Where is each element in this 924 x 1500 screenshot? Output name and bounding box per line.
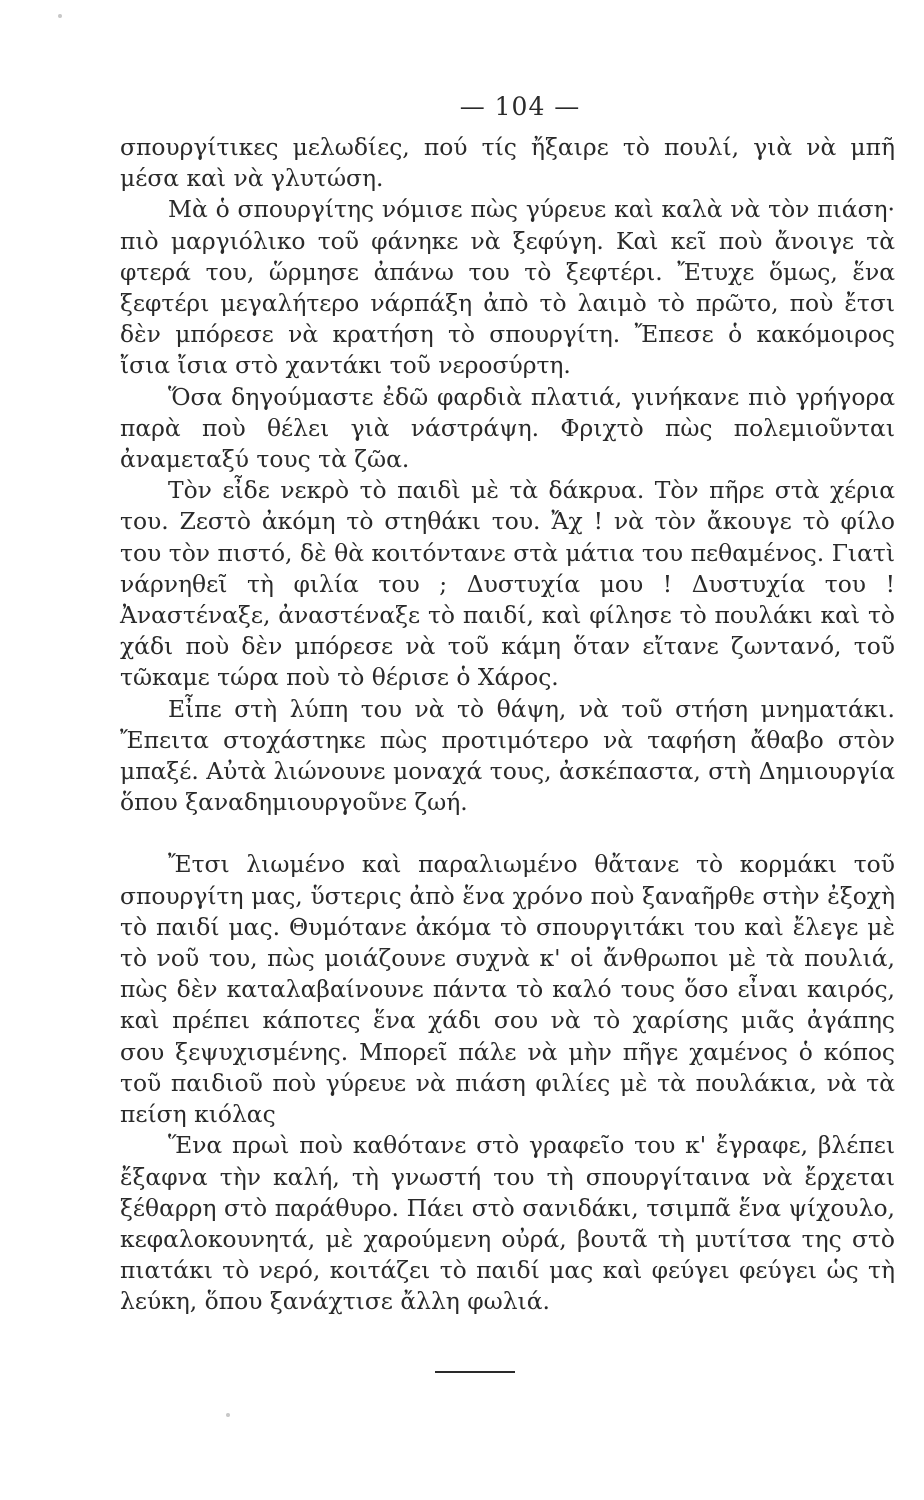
end-rule (435, 1371, 515, 1373)
paragraph: Μὰ ὁ σπουργίτης νόμισε πὼς γύρευε καὶ καλὰ νὰ τὸν πιάση· πιὸ μαργιόλικο τοῦ φάνηκε νὰ ξεφύγη. Καὶ κεῖ ποὺ ἄνοιγε τὰ φτερά του, ὥρμησε ἀπάνω του τὸ ξεφτέρι. Ἔτυχε ὅμως, ἕνα ξεφτέρι μεγαλήτερο νάρπάξη ἀπὸ τὸ λαιμὸ τὸ πρῶτο, ποὺ ἔτσι δὲν μπόρεσε νὰ κρατήση τὸ σπουργίτη. Ἔπεσε ὁ κακόμοιρος ἴσια ἴσια στὸ χαντάκι τοῦ νεροσύρτη. (120, 195, 895, 380)
paragraph: σπουργίτικες μελωδίες, πού τίς ἤξαιρε τὸ πουλί, γιὰ νὰ μπῆ μέσα καὶ νὰ γλυτώση. (120, 133, 895, 193)
paper-speck (226, 1413, 230, 1417)
page-number: — 104 — (459, 92, 581, 121)
paragraph: Ὅσα δηγούμαστε ἐδῶ φαρδιὰ πλατιά, γινήκανε πιὸ γρήγορα παρὰ ποὺ θέλει γιὰ νάστράψη. Φριχτὸ πὼς πολεμιοῦνται ἀναμεταξύ τους τὰ ζῶα. (120, 382, 895, 474)
paragraph: Τὸν εἶδε νεκρὸ τὸ παιδὶ μὲ τὰ δάκρυα. Τὸν πῆρε στὰ χέρια του. Ζεστὸ ἀκόμη τὸ στηθάκι του. Ἄχ ! νὰ τὸν ἄκουγε τὸ φίλο του τὸν πιστό, δὲ θὰ κοιτόντανε στὰ μάτια του πεθαμένος. Γιατὶ νάρνηθεῖ τὴ φιλία του ; Δυστυχία μου ! Δυστυχία του ! Ἀναστέναξε, ἀναστέναξε τὸ παιδί, καὶ φίλησε τὸ πουλάκι καὶ τὸ χάδι ποὺ δὲν μπόρεσε νὰ τοῦ κάμη ὅταν εἴτανε ζωντανό, τοῦ τῶκαμε τώρα ποὺ τὸ θέρισε ὁ Χάρος. (120, 476, 895, 692)
paragraph: Ἕνα πρωὶ ποὺ καθότανε στὸ γραφεῖο του κ' ἔγραφε, βλέπει ἔξαφνα τὴν καλή, τὴ γνωστή του τὴ σπουργίταινα νὰ ἔρχεται ξέθαρρη στὸ παράθυρο. Πάει στὸ σανιδάκι, τσιμπᾶ ἕνα ψίχουλο, κεφαλοκουνητά, μὲ χαρούμενη οὐρά, βουτᾶ τὴ μυτίτσα της στὸ πιατάκι τὸ νερό, κοιτάζει τὸ παιδί μας καὶ φεύγει φεύγει ὡς τὴ λεύκη, ὅπου ξανάχτισε ἄλλη φωλιά. (120, 1131, 895, 1316)
paragraph: Ἔτσι λιωμένο καὶ παραλιωμένο θἄτανε τὸ κορμάκι τοῦ σπουργίτη μας, ὕστερις ἀπὸ ἕνα χρόνο ποὺ ξαναῆρθε στὴν ἐξοχὴ τὸ παιδί μας. Θυμότανε ἀκόμα τὸ σπουργιτάκι του καὶ ἔλεγε μὲ τὸ νοῦ του, πὼς μοιάζουνε συχνὰ κ' οἱ ἄνθρωποι μὲ τὰ πουλιά, πὼς δὲν καταλαβαίνουνε πάντα τὸ καλό τους ὅσο εἶναι καιρός, καὶ πρέπει κάποτες ἕνα χάδι σου νὰ τὸ χαρίσης μιᾶς ἀγάπης σου ξεψυχισμένης. Μπορεῖ πάλε νὰ μὴν πῆγε χαμένος ὁ κόπος τοῦ παιδιοῦ ποὺ γύρευε νὰ πιάση φιλίες μὲ τὰ πουλάκια, νὰ τὰ πείση κιόλας (120, 850, 895, 1129)
paragraph: Εἶπε στὴ λύπη του νὰ τὸ θάψη, νὰ τοῦ στήση μνηματάκι. Ἔπειτα στοχάστηκε πὼς προτιμότερο νὰ ταφήση ἄθαβο στὸν μπαξέ. Αὐτὰ λιώνουνε μοναχά τους, ἀσκέπαστα, στὴ Δημιουργία ὅπου ξαναδημιουργοῦνε ζωή. (120, 694, 895, 817)
body-text (120, 132, 895, 1318)
paper-speck (58, 14, 62, 18)
